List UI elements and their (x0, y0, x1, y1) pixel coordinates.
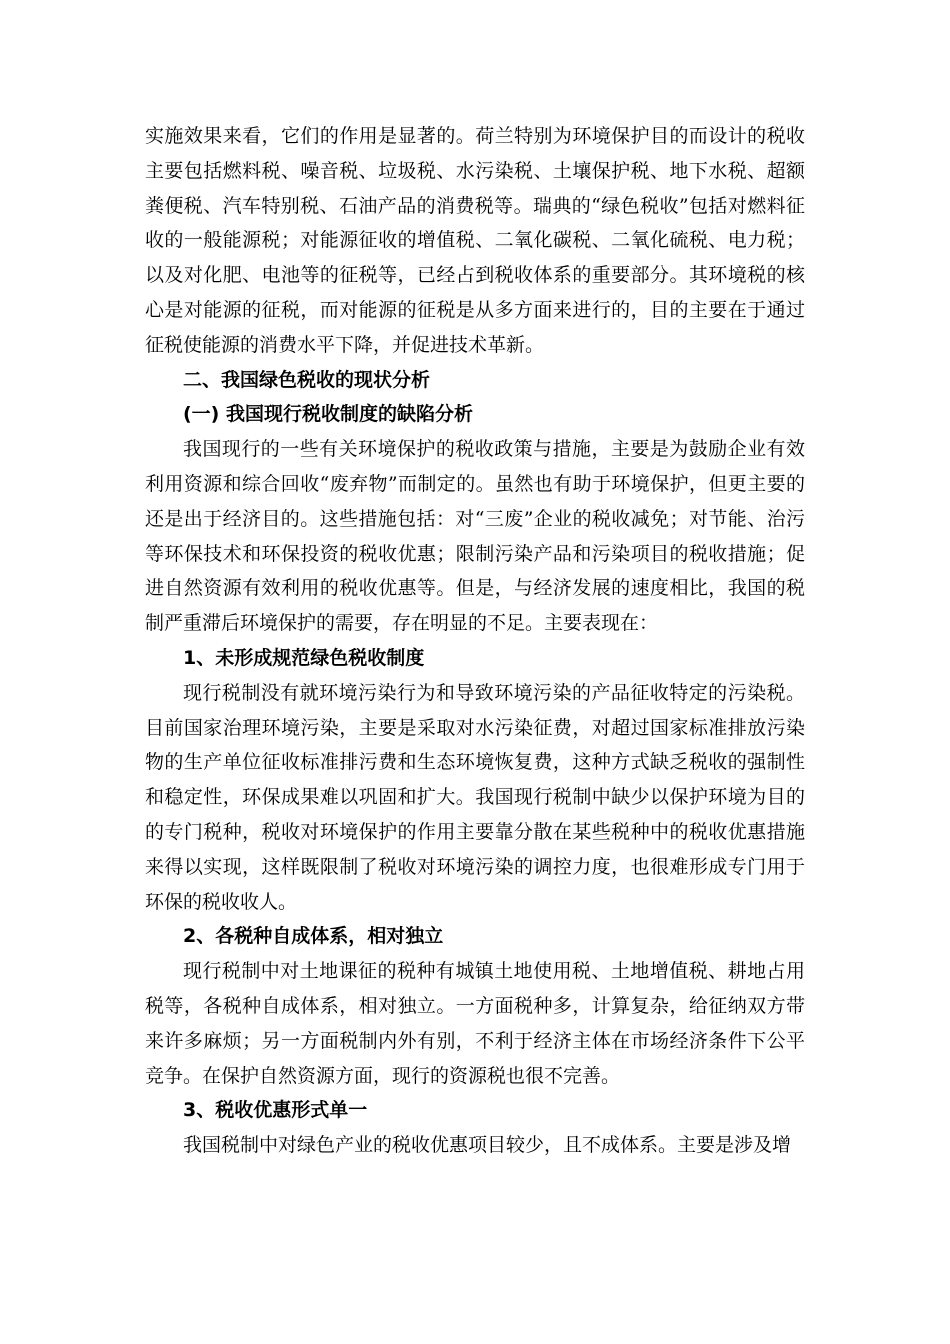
paragraph-sweden-netherlands-green-tax: 实施效果来看，它们的作用是显著的。荷兰特别为环境保护目的而设计的税收主要包括燃料税、噪音税、垃圾税、水污染税、土壤保护税、地下水税、超额粪便税、汽车特别税、石油产品的消费税等。瑞典的“绿色税收”包括对燃料征收的一般能源税；对能源征收的增值税、二氧化碳税、二氧化硫税、电力税；以及对化肥、电池等的征税等，已经占到税收体系的重要部分。其环境税的核心是对能源的征税，而对能源的征税是从多方面来进行的，目的主要在于通过征税使能源的消费水平下降，并促进技术革新。 (145, 125, 805, 356)
paragraph-land-taxes: 现行税制中对土地课征的税种有城镇土地使用税、土地增值税、耕地占用税等，各税种自成体系，相对独立。一方面税种多，计算复杂，给征纳双方带来许多麻烦；另一方面税制内外有别，不利于经济主体在市场经济条件下公平竞争。在保护自然资源方面，现行的资源税也很不完善。 (145, 960, 805, 1087)
item-heading-2: 2、各税种自成体系，相对独立 (183, 925, 444, 948)
paragraph-no-pollution-tax: 现行税制没有就环境污染行为和导致环境污染的产品征收特定的污染税。目前国家治理环境污染，主要是采取对水污染征费，对超过国家标准排放污染物的生产单位征收标准排污费和生态环境恢复费，这种方式缺乏税收的强制性和稳定性，环保成果难以巩固和扩大。我国现行税制中缺少以保护环境为目的的专门税种，税收对环境保护的作用主要靠分散在某些税种中的税收优惠措施来得以实现，这样既限制了税收对环境污染的调控力度，也很难形成专门用于环保的税收收人。 (145, 681, 805, 913)
paragraph-tax-incentives: 我国税制中对绿色产业的税收优惠项目较少，且不成体系。主要是涉及增 (183, 1134, 792, 1157)
subsection-heading-tax-defects: (一) 我国现行税收制度的缺陷分析 (183, 403, 473, 426)
item-heading-3: 3、税收优惠形式单一 (183, 1099, 368, 1122)
item-heading-1: 1、未形成规范绿色税收制度 (183, 646, 425, 669)
document-body (145, 119, 805, 1163)
paragraph-current-tax-policy: 我国现行的一些有关环境保护的税收政策与措施，主要是为鼓励企业有效利用资源和综合回收“废弃物”而制定的。虽然也有助于环境保护，但更主要的还是出于经济目的。这些措施包括：对“三废”企业的税收减免；对节能、治污等环保技术和环保投资的税收优惠；限制污染产品和污染项目的税收措施；促进自然资源有效利用的税收优惠等。但是，与经济发展的速度相比，我国的税制严重滞后环境保护的需要，存在明显的不足。主要表现在： (145, 438, 805, 635)
section-heading-current-status: 二、我国绿色税收的现状分析 (183, 368, 431, 391)
